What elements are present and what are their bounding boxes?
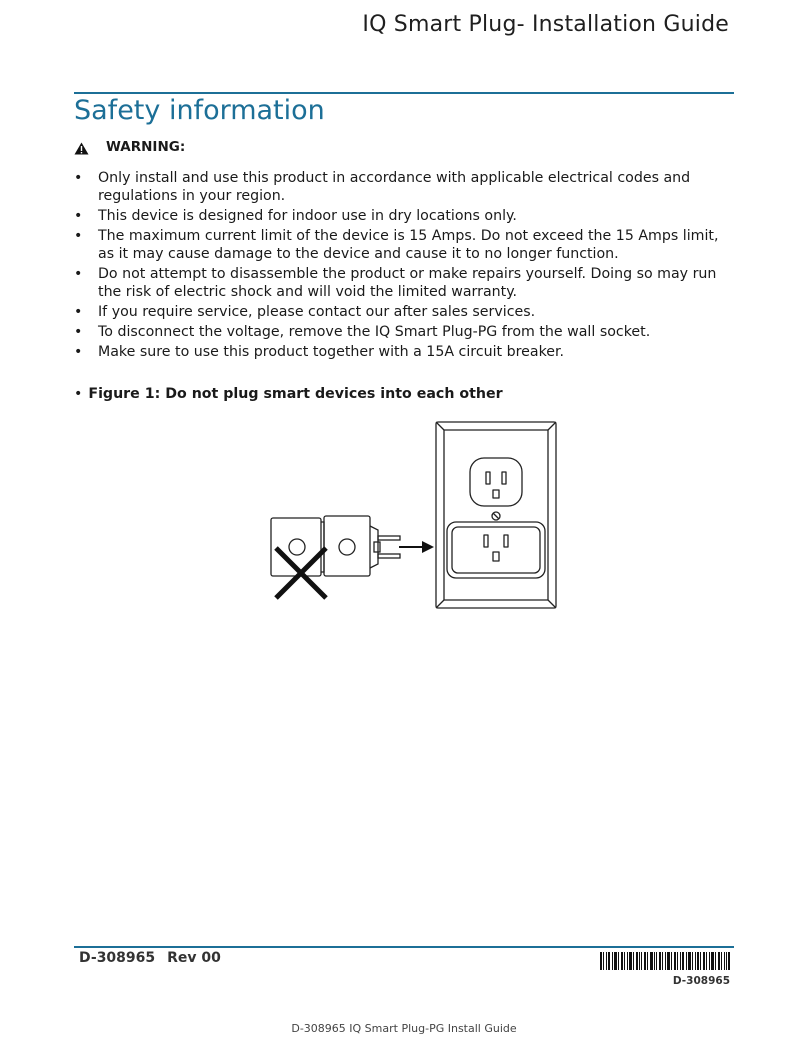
list-item: • Do not attempt to disassemble the product or make repairs yourself. Doing so may run the risk of electric shock and will void the limited warranty. (74, 265, 734, 301)
wall-plate (436, 422, 556, 608)
warning-triangle-icon (74, 142, 89, 155)
footer-divider (74, 946, 734, 948)
arrow-right-icon (399, 541, 434, 553)
second-smart-plug (324, 516, 370, 576)
header-divider (74, 92, 734, 94)
prohibited-x-icon (276, 548, 326, 598)
upper-outlet (470, 458, 522, 506)
figure-caption: • Figure 1: Do not plug smart devices into each other (74, 386, 503, 402)
barcode-label: D-308965 (672, 975, 730, 987)
plug-illustration (266, 418, 566, 618)
smart-plug-on-wall (447, 522, 545, 578)
warning-heading (74, 139, 185, 155)
section-title: Safety information (74, 95, 325, 126)
list-item: • To disconnect the voltage, remove the IQ Smart Plug-PG from the wall socket. (74, 323, 734, 341)
barcode-icon (600, 952, 730, 970)
list-item: • Make sure to use this product together with a 15A circuit breaker. (74, 343, 734, 361)
list-item: • If you require service, please contact our after sales services. (74, 303, 734, 321)
safety-bullet-list (74, 169, 734, 363)
document-revision: Rev 00 (167, 950, 221, 966)
list-item: • Only install and use this product in accordance with applicable electrical codes and regulations in your region. (74, 169, 734, 205)
list-item: • This device is designed for indoor use in dry locations only. (74, 207, 734, 225)
figure-caption-text: Figure 1: Do not plug smart devices into each other (88, 386, 503, 402)
document-id (79, 950, 221, 966)
warning-label: WARNING: (106, 139, 186, 155)
list-item: • The maximum current limit of the device is 15 Amps. Do not exceed the 15 Amps limit, as it may cause damage to the device and cause it to no longer function. (74, 227, 734, 263)
document-number: D-308965 (79, 950, 156, 966)
page-footer: D-308965 IQ Smart Plug-PG Install Guide (291, 1022, 517, 1035)
page-header-title: IQ Smart Plug- Installation Guide (362, 12, 729, 37)
